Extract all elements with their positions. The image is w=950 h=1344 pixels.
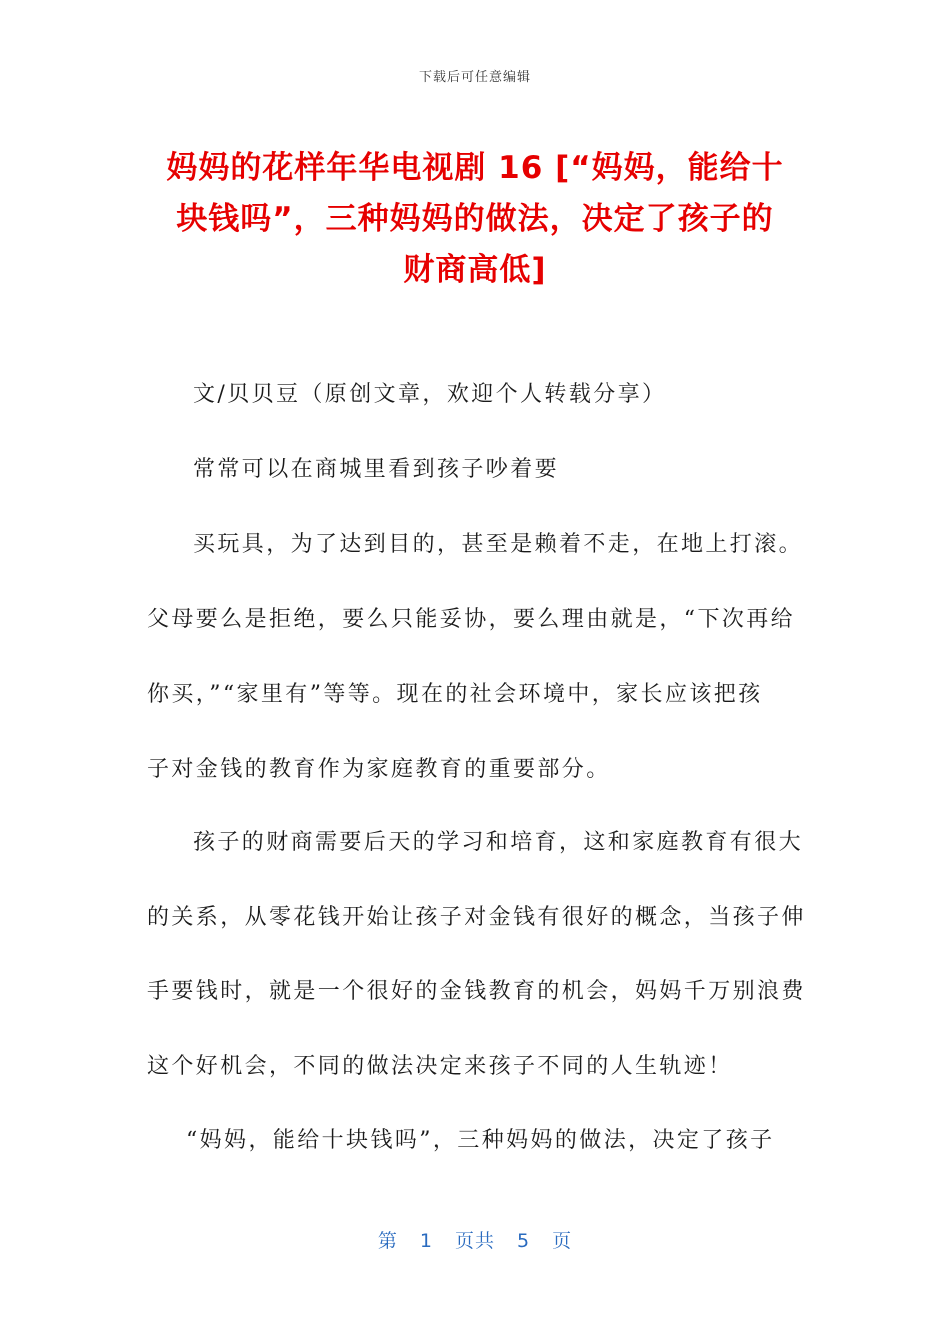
paragraph-3-line-2: 的关系，从零花钱开始让孩子对金钱有很好的概念，当孩子伸 [147,905,806,930]
page-number-footer [0,1226,950,1253]
current-page-number: 1 [419,1230,433,1252]
title-line-2: 块钱吗”，三种妈妈的做法，决定了孩子的 [176,201,774,237]
paragraph-1-line-1: 常常可以在商城里看到孩子吵着要 [193,457,560,482]
document-title [140,143,810,296]
total-pages-number: 5 [517,1230,531,1252]
paragraph-2-line-3: 你买，”“家里有”等等。现在的社会环境中，家长应该把孩 [147,682,763,707]
paragraph-2-line-2: 父母要么是拒绝，要么只能妥协，要么理由就是，“下次再给 [147,607,796,632]
paragraph-2-line-1: 买玩具，为了达到目的，甚至是赖着不走，在地上打滚。 [193,532,804,557]
paragraph-3-line-1: 孩子的财商需要后天的学习和培育，这和家庭教育有很大 [193,830,804,855]
footer-suffix: 页 [552,1230,573,1252]
paragraph-2-line-4: 子对金钱的教育作为家庭教育的重要部分。 [147,757,611,782]
footer-middle: 页共 [454,1230,495,1252]
title-line-1: 妈妈的花样年华电视剧 16 [“妈妈，能给十 [166,150,784,186]
page-header-note: 下载后可任意编辑 [418,70,531,85]
paragraph-3-line-3: 手要钱时，就是一个很好的金钱教育的机会，妈妈千万别浪费 [147,979,806,1004]
footer-prefix: 第 [377,1230,398,1252]
paragraph-4-line-1: “妈妈，能给十块钱吗”，三种妈妈的做法，决定了孩子 [186,1128,775,1153]
byline: 文/贝贝豆（原创文章，欢迎个人转载分享） [193,382,667,407]
paragraph-3-line-4: 这个好机会，不同的做法决定来孩子不同的人生轨迹！ [147,1054,733,1079]
title-line-3: 财商高低] [403,252,547,288]
